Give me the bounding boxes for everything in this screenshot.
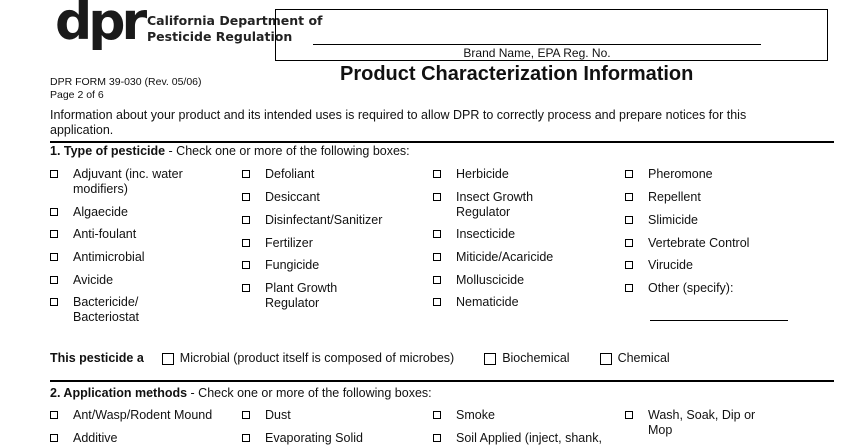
checkbox-label: Vertebrate Control xyxy=(648,236,750,250)
checkbox-label: Disinfectant/Sanitizer xyxy=(265,213,383,227)
section1-divider xyxy=(50,141,834,143)
checkbox-fungicide[interactable] xyxy=(242,258,412,273)
checkbox-avicide[interactable] xyxy=(50,273,200,288)
checkbox-bactericide[interactable] xyxy=(50,295,200,325)
checkbox-icon[interactable] xyxy=(50,434,58,442)
pesticide-type-row xyxy=(50,351,670,365)
checkbox-icon[interactable] xyxy=(50,230,58,238)
option-label: Microbial (product itself is composed of microbes) xyxy=(179,351,455,365)
checkbox-label: Algaecide xyxy=(73,205,128,219)
checkbox-label: Slimicide xyxy=(648,213,699,227)
checkbox-other[interactable] xyxy=(625,281,815,296)
logo-mark: dpr xyxy=(55,0,144,52)
checkbox-label: Miticide/Acaricide xyxy=(456,250,554,264)
checkbox-label: Soil Applied (inject, shank, xyxy=(456,431,602,445)
checkbox-antimicrobial[interactable] xyxy=(50,250,200,265)
section1-title xyxy=(50,144,410,158)
checkbox-insecticide[interactable] xyxy=(433,227,593,242)
checkbox-label: Fungicide xyxy=(265,258,320,272)
page-title: Product Characterization Information xyxy=(340,63,694,85)
checkbox-label: Additive xyxy=(73,431,118,445)
checkbox-smoke[interactable] xyxy=(433,408,613,423)
checkbox-icon[interactable] xyxy=(50,411,58,419)
checkbox-icon[interactable] xyxy=(242,170,250,178)
other-specify-field[interactable] xyxy=(650,320,788,321)
checkbox-label: Nematicide xyxy=(456,295,519,309)
checkbox-icon[interactable] xyxy=(50,208,58,216)
checkbox-icon[interactable] xyxy=(484,353,496,365)
checkbox-label: Other (specify): xyxy=(648,281,734,295)
checkbox-evaporating-solid[interactable] xyxy=(242,431,412,446)
checkbox-icon[interactable] xyxy=(50,276,58,284)
checkbox-label: Fertilizer xyxy=(265,236,313,250)
checkbox-icon[interactable] xyxy=(625,284,633,292)
checkbox-label: Evaporating Solid xyxy=(265,431,363,445)
checkbox-nematicide[interactable] xyxy=(433,295,593,310)
checkbox-label: Desiccant xyxy=(265,190,320,204)
checkbox-label: Wash, Soak, Dip or Mop xyxy=(648,408,756,437)
checkbox-wash-soak-dip-mop[interactable] xyxy=(625,408,765,438)
checkbox-label: Herbicide xyxy=(456,167,509,181)
checkbox-icon[interactable] xyxy=(433,434,441,442)
checkbox-herbicide[interactable] xyxy=(433,167,593,182)
checkbox-desiccant[interactable] xyxy=(242,190,412,205)
checkbox-dust[interactable] xyxy=(242,408,412,423)
section1-title-rest: - Check one or more of the following boxes: xyxy=(165,144,410,158)
option-microbial[interactable] xyxy=(162,351,454,365)
checkbox-plant-growth-regulator[interactable] xyxy=(242,281,372,311)
brand-name-label: Brand Name, EPA Reg. No. xyxy=(463,46,611,60)
checkbox-icon[interactable] xyxy=(50,253,58,261)
agency-name-line1: California Department of xyxy=(147,13,323,28)
checkbox-icon[interactable] xyxy=(242,216,250,224)
dpr-logo xyxy=(55,0,323,70)
checkbox-label: Dust xyxy=(265,408,291,422)
checkbox-vertebrate-control[interactable] xyxy=(625,236,815,251)
checkbox-icon[interactable] xyxy=(625,261,633,269)
checkbox-label: Smoke xyxy=(456,408,495,422)
checkbox-pheromone[interactable] xyxy=(625,167,815,182)
checkbox-icon[interactable] xyxy=(433,230,441,238)
checkbox-anti-foulant[interactable] xyxy=(50,227,200,242)
checkbox-icon[interactable] xyxy=(433,411,441,419)
checkbox-disinfectant[interactable] xyxy=(242,213,412,228)
checkbox-icon[interactable] xyxy=(162,353,174,365)
checkbox-icon[interactable] xyxy=(625,170,633,178)
checkbox-additive[interactable] xyxy=(50,431,240,446)
section2-title-rest: - Check one or more of the following boxes: xyxy=(187,386,432,400)
checkbox-icon[interactable] xyxy=(625,216,633,224)
agency-name-line2: Pesticide Regulation xyxy=(147,29,293,44)
checkbox-label: Insect Growth Regulator xyxy=(456,190,534,219)
page-info: Page 2 of 6 xyxy=(50,89,104,101)
checkbox-slimicide[interactable] xyxy=(625,213,815,228)
checkbox-icon[interactable] xyxy=(242,411,250,419)
checkbox-icon[interactable] xyxy=(50,298,58,306)
section1-title-bold: 1. Type of pesticide xyxy=(50,144,166,158)
checkbox-icon[interactable] xyxy=(50,170,58,178)
option-biochemical[interactable] xyxy=(484,351,569,365)
checkbox-label: Ant/Wasp/Rodent Mound xyxy=(73,408,213,422)
checkbox-label: Avicide xyxy=(73,273,114,287)
checkbox-label: Plant Growth Regulator xyxy=(265,281,338,310)
checkbox-algaecide[interactable] xyxy=(50,205,200,220)
checkbox-icon[interactable] xyxy=(625,411,633,419)
checkbox-icon[interactable] xyxy=(242,434,250,442)
checkbox-icon[interactable] xyxy=(433,170,441,178)
checkbox-defoliant[interactable] xyxy=(242,167,412,182)
option-label: Biochemical xyxy=(502,351,570,365)
checkbox-icon[interactable] xyxy=(242,261,250,269)
pesticide-type-label: This pesticide a xyxy=(50,351,144,365)
checkbox-label: Molluscicide xyxy=(456,273,525,287)
checkbox-label: Antimicrobial xyxy=(73,250,145,264)
checkbox-adjuvant[interactable] xyxy=(50,167,200,197)
checkbox-fertilizer[interactable] xyxy=(242,236,412,251)
form-number: DPR FORM 39-030 (Rev. 05/06) xyxy=(50,76,202,88)
checkbox-miticide[interactable] xyxy=(433,250,593,265)
checkbox-insect-growth-regulator[interactable] xyxy=(433,190,563,220)
checkbox-icon[interactable] xyxy=(242,193,250,201)
checkbox-icon[interactable] xyxy=(433,276,441,284)
intro-text: Information about your product and its intended uses is required to allow DPR to correctly process and prepare notices for this application. xyxy=(50,108,747,137)
section2-divider xyxy=(50,380,834,382)
option-chemical[interactable] xyxy=(600,351,670,365)
checkbox-label: Insecticide xyxy=(456,227,516,241)
checkbox-label: Repellent xyxy=(648,190,701,204)
checkbox-ant-wasp-rodent-mound[interactable] xyxy=(50,408,240,423)
checkbox-icon[interactable] xyxy=(433,193,441,201)
section2-title-bold: 2. Application methods xyxy=(50,386,188,400)
checkbox-label: Adjuvant (inc. water modifiers) xyxy=(73,167,183,196)
section2-title xyxy=(50,386,432,400)
checkbox-icon[interactable] xyxy=(625,193,633,201)
checkbox-label: Virucide xyxy=(648,258,693,272)
checkbox-molluscicide[interactable] xyxy=(433,273,593,288)
checkbox-repellent[interactable] xyxy=(625,190,815,205)
checkbox-icon[interactable] xyxy=(433,298,441,306)
checkbox-icon[interactable] xyxy=(600,353,612,365)
checkbox-icon[interactable] xyxy=(625,239,633,247)
checkbox-soil-applied[interactable] xyxy=(433,431,623,446)
brand-name-field-line xyxy=(313,44,761,45)
checkbox-label: Defoliant xyxy=(265,167,315,181)
checkbox-virucide[interactable] xyxy=(625,258,815,273)
checkbox-icon[interactable] xyxy=(242,284,250,292)
checkbox-label: Pheromone xyxy=(648,167,713,181)
checkbox-icon[interactable] xyxy=(242,239,250,247)
form-number-block xyxy=(50,76,202,102)
checkbox-label: Anti-foulant xyxy=(73,227,137,241)
checkbox-icon[interactable] xyxy=(433,253,441,261)
option-label: Chemical xyxy=(617,351,670,365)
checkbox-label: Bactericide/ Bacteriostat xyxy=(73,295,140,324)
